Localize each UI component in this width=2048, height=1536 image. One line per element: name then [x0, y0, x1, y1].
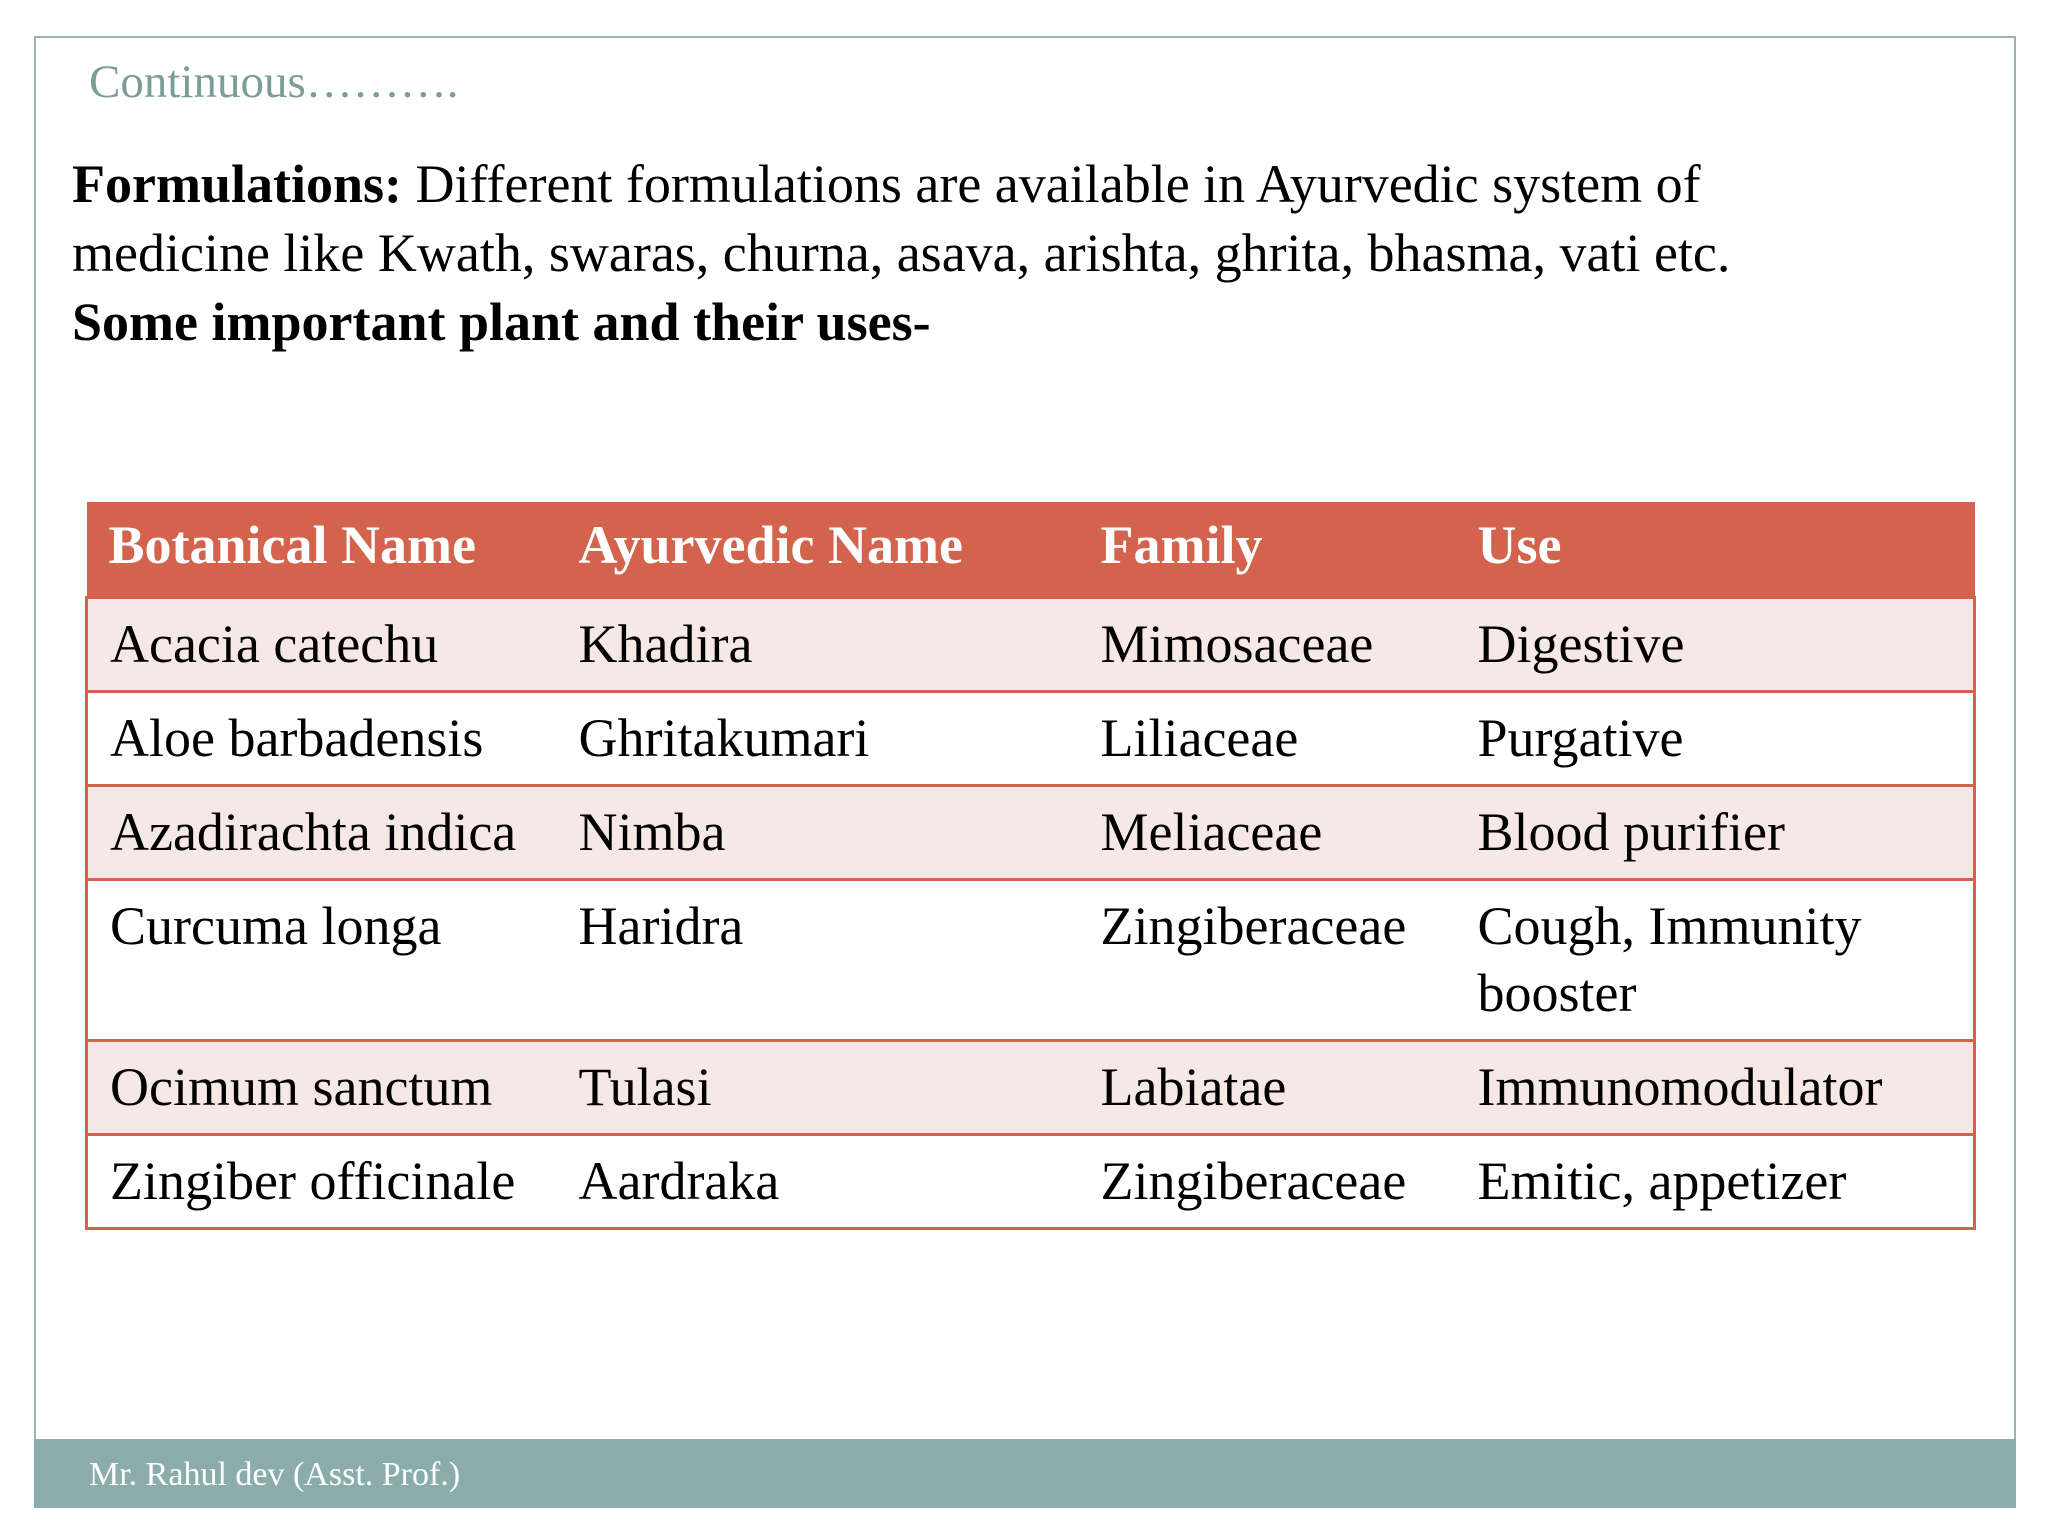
table-row: [87, 786, 1975, 880]
plants-heading: Some important plant and their uses-: [72, 292, 931, 352]
cell-ayurvedic-name: Haridra: [557, 880, 1079, 1041]
cell-family: Zingiberaceae: [1079, 1135, 1456, 1229]
plants-heading-line: [72, 288, 1952, 357]
slide-subtitle: Continuous……….: [89, 56, 459, 108]
cell-ayurvedic-name: Ghritakumari: [557, 692, 1079, 786]
cell-family: Liliaceae: [1079, 692, 1456, 786]
cell-botanical-name: Ocimum sanctum: [87, 1041, 557, 1135]
cell-ayurvedic-name: Nimba: [557, 786, 1079, 880]
cell-use: Immunomodulator: [1456, 1041, 1975, 1135]
cell-family: Zingiberaceae: [1079, 880, 1456, 1041]
table-row: [87, 880, 1975, 1041]
cell-ayurvedic-name: Aardraka: [557, 1135, 1079, 1229]
cell-use: Cough, Immunity booster: [1456, 880, 1975, 1041]
header-ayurvedic-name: Ayurvedic Name: [557, 502, 1079, 598]
table-header-row: [87, 502, 1975, 598]
table-row: [87, 692, 1975, 786]
formulations-label: Formulations:: [72, 154, 402, 214]
formulations-text-1: Different formulations are available in Ayurvedic system of: [402, 154, 1701, 214]
plant-uses-table: [85, 502, 1976, 1230]
table-row: [87, 598, 1975, 692]
cell-family: Meliaceae: [1079, 786, 1456, 880]
header-botanical-name: Botanical Name: [87, 502, 557, 598]
cell-botanical-name: Aloe barbadensis: [87, 692, 557, 786]
table-row: [87, 1041, 1975, 1135]
cell-use: Digestive: [1456, 598, 1975, 692]
cell-use: Blood purifier: [1456, 786, 1975, 880]
cell-use: Purgative: [1456, 692, 1975, 786]
cell-ayurvedic-name: Khadira: [557, 598, 1079, 692]
cell-botanical-name: Azadirachta indica: [87, 786, 557, 880]
cell-ayurvedic-name: Tulasi: [557, 1041, 1079, 1135]
formulations-paragraph: [72, 150, 1952, 357]
table-row: [87, 1135, 1975, 1229]
cell-botanical-name: Acacia catechu: [87, 598, 557, 692]
cell-use: Emitic, appetizer: [1456, 1135, 1975, 1229]
cell-family: Mimosaceae: [1079, 598, 1456, 692]
cell-family: Labiatae: [1079, 1041, 1456, 1135]
header-use: Use: [1456, 502, 1975, 598]
cell-botanical-name: Curcuma longa: [87, 880, 557, 1041]
footer-author: Mr. Rahul dev (Asst. Prof.): [89, 1456, 461, 1493]
cell-botanical-name: Zingiber officinale: [87, 1135, 557, 1229]
header-family: Family: [1079, 502, 1456, 598]
formulations-text-2: medicine like Kwath, swaras, churna, asava, arishta, ghrita, bhasma, vati etc.: [72, 223, 1731, 283]
formulations-line-1: [72, 150, 1952, 219]
